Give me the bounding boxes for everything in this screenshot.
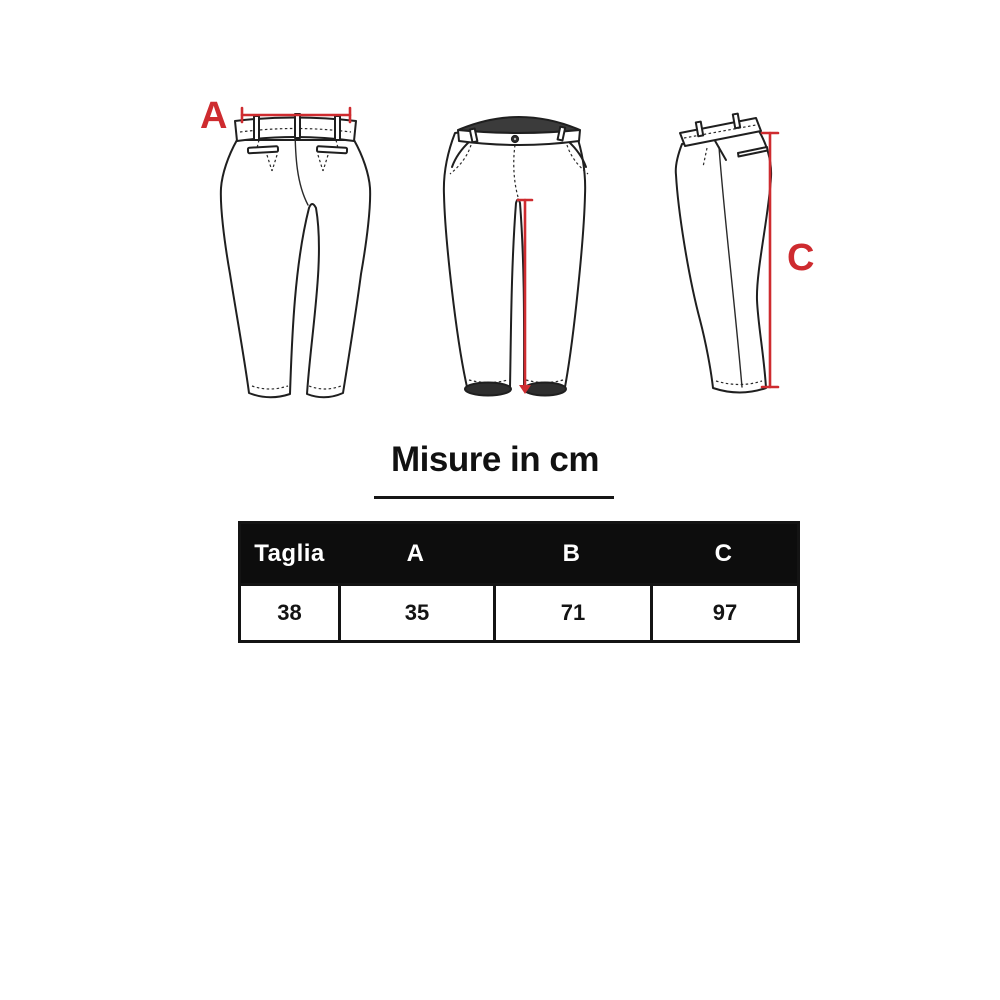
size-table [238, 521, 800, 643]
table-header-c: C [650, 524, 797, 583]
measure-label-a: A [200, 95, 228, 137]
table-cell-c: 97 [650, 583, 797, 640]
table-cell-a: 35 [338, 583, 493, 640]
page-title: Misure in cm [391, 440, 599, 479]
measure-label-c: C [787, 237, 815, 279]
table-cell-b: 71 [493, 583, 650, 640]
table-header-b: B [493, 524, 650, 583]
title-underline [374, 496, 614, 499]
table-header-a: A [338, 524, 493, 583]
trousers-back-view-figure [195, 88, 385, 410]
table-header-taglia: Taglia [241, 524, 338, 583]
table-cell-taglia: 38 [241, 583, 338, 640]
trousers-front-view-figure [435, 103, 620, 410]
trousers-side-view-figure [660, 95, 825, 410]
